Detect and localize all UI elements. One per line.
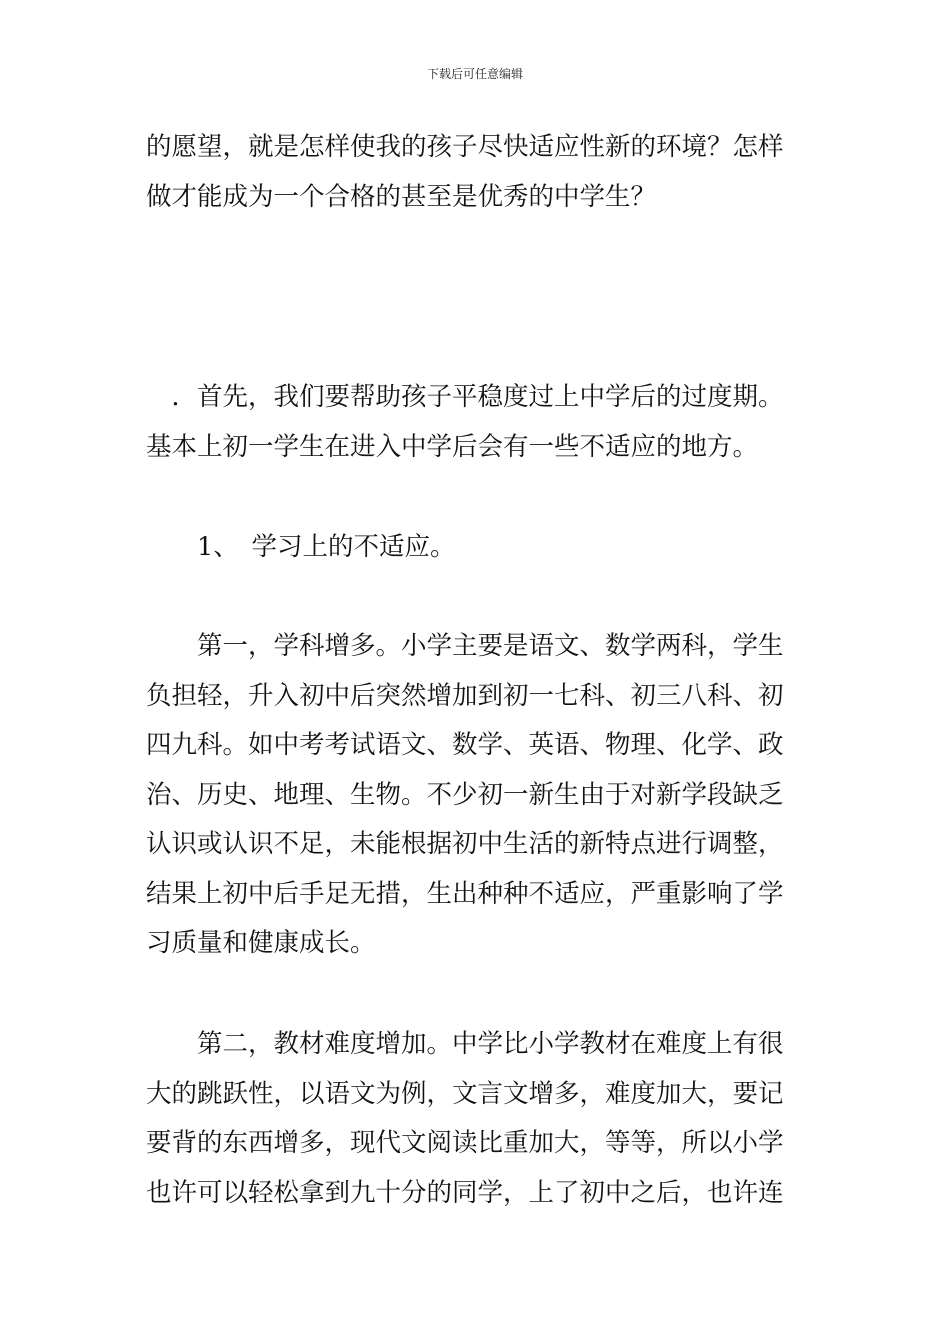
text-line: ．首先，我们要帮助孩子平稳度过上中学后的过度期。	[146, 382, 784, 412]
text-line: 大的跳跃性，以语文为例，文言文增多，难度加大，要记	[146, 1078, 784, 1109]
text-line: 习质量和健康成长。	[146, 928, 376, 958]
text-line: 做才能成为一个合格的甚至是优秀的中学生？	[146, 181, 657, 212]
text-line: 认识或认识不足，未能根据初中生活的新特点进行调整，	[146, 829, 784, 859]
text-line: 第二，教材难度增加。中学比小学教材在难度上有很	[146, 1029, 784, 1059]
text-line: 负担轻，升入初中后突然增加到初一七科、初三八科、初	[146, 680, 784, 711]
text-line: 的愿望，就是怎样使我的孩子尽快适应性新的环境？怎样	[146, 132, 784, 162]
text-line: 也许可以轻松拿到九十分的同学，上了初中之后，也许连	[146, 1177, 784, 1208]
text-line: 结果上初中后手足无措，生出种种不适应，严重影响了学	[146, 878, 784, 909]
text-line: 治、历史、地理、生物。不少初一新生由于对新学段缺乏	[146, 779, 784, 810]
paragraph-5	[146, 1020, 816, 1218]
text-line: 第一，学科增多。小学主要是语文、数学两科，学生	[146, 631, 784, 661]
text-line: 四九科。如中考考试语文、数学、英语、物理、化学、政	[146, 730, 784, 760]
paragraph-2	[146, 373, 816, 472]
paragraph-3	[146, 523, 816, 573]
page-header: 下载后可任意编辑	[426, 67, 523, 81]
text-line: 要背的东西增多，现代文阅读比重加大，等等，所以小学	[146, 1128, 784, 1158]
paragraph-1	[146, 123, 816, 222]
paragraph-4	[146, 622, 816, 969]
text-line: 基本上初一学生在进入中学后会有一些不适应的地方。	[146, 431, 759, 462]
text-line: 1、 学习上的不适应。	[146, 532, 456, 562]
